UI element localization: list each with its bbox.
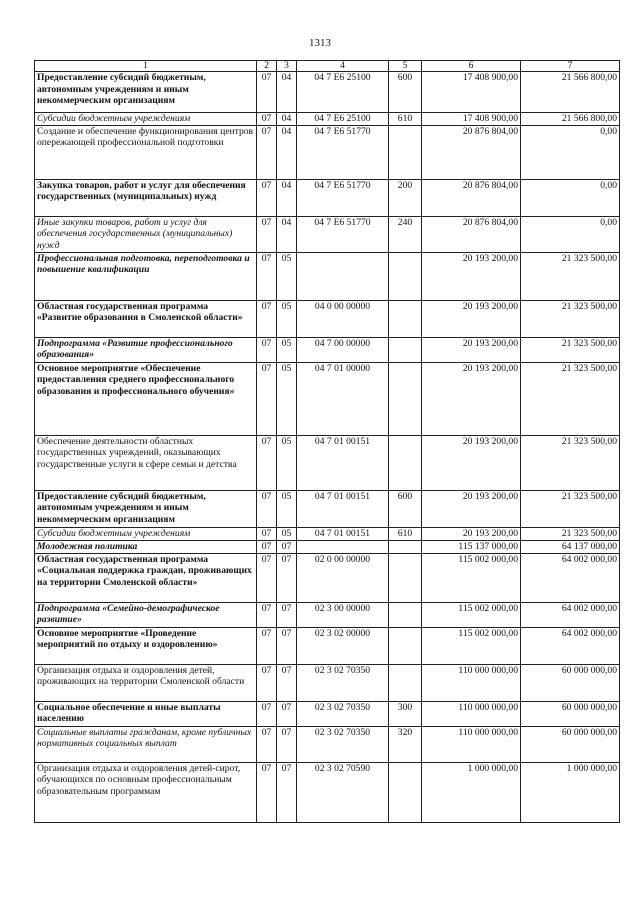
item-name-cell: Основное мероприятие «Обеспечение предоставления среднего профессионального образования и профессионального обучения»: [35, 362, 257, 435]
table-row: [35, 216, 620, 252]
item-name-cell: Субсидии бюджетным учреждениям: [35, 113, 257, 126]
item-name-cell: Создание и обеспечение функционирования центров опережающей профессиональной подготовки: [35, 125, 257, 179]
column-number: 4: [297, 61, 389, 72]
amount-year1-cell: 20 193 200,00: [422, 490, 521, 527]
amount-year1-cell: 20 876 804,00: [422, 179, 521, 216]
section-code-cell: 07: [257, 252, 277, 300]
expense-type-code-cell: 600: [389, 490, 422, 527]
expense-type-code-cell: [389, 300, 422, 337]
subsection-code-cell: 05: [277, 362, 297, 435]
amount-year2-cell: 0,00: [521, 179, 620, 216]
target-article-code-cell: 04 7 01 00151: [297, 490, 389, 527]
item-name-cell: Подпрограмма «Развитие профессионального образования»: [35, 337, 257, 362]
table-row: [35, 540, 620, 553]
section-code-cell: 07: [257, 113, 277, 126]
expense-type-code-cell: 300: [389, 701, 422, 726]
expense-type-code-cell: [389, 762, 422, 822]
amount-year1-cell: 20 876 804,00: [422, 216, 521, 252]
subsection-code-cell: 05: [277, 435, 297, 490]
target-article-code-cell: 02 3 02 70350: [297, 664, 389, 701]
subsection-code-cell: 05: [277, 490, 297, 527]
target-article-code-cell: 04 7 00 00000: [297, 337, 389, 362]
target-article-code-cell: 02 3 02 70590: [297, 762, 389, 822]
column-number: 7: [521, 61, 620, 72]
section-code-cell: 07: [257, 300, 277, 337]
subsection-code-cell: 07: [277, 540, 297, 553]
expense-type-code-cell: [389, 252, 422, 300]
subsection-code-cell: 07: [277, 627, 297, 664]
table-row: [35, 762, 620, 822]
subsection-code-cell: 04: [277, 125, 297, 179]
target-article-code-cell: 04 7 Е6 51770: [297, 216, 389, 252]
item-name-cell: Областная государственная программа «Развитие образования в Смоленской области»: [35, 300, 257, 337]
expense-type-code-cell: [389, 627, 422, 664]
expense-type-code-cell: [389, 553, 422, 602]
table-row: [35, 300, 620, 337]
subsection-code-cell: 04: [277, 216, 297, 252]
target-article-code-cell: 02 3 02 70350: [297, 726, 389, 762]
subsection-code-cell: 07: [277, 701, 297, 726]
amount-year1-cell: 20 193 200,00: [422, 362, 521, 435]
expense-type-code-cell: 240: [389, 216, 422, 252]
expense-type-code-cell: [389, 540, 422, 553]
column-number: 6: [422, 61, 521, 72]
expense-type-code-cell: [389, 435, 422, 490]
target-article-code-cell: 02 3 02 70350: [297, 701, 389, 726]
item-name-cell: Предоставление субсидий бюджетным, автономным учреждениям и иным некоммерческим организациям: [35, 72, 257, 113]
subsection-code-cell: 05: [277, 337, 297, 362]
target-article-code-cell: 04 7 Е6 51770: [297, 125, 389, 179]
amount-year2-cell: 21 323 500,00: [521, 252, 620, 300]
expense-type-code-cell: [389, 362, 422, 435]
amount-year2-cell: 21 323 500,00: [521, 362, 620, 435]
item-name-cell: Закупка товаров, работ и услуг для обеспечения государственных (муниципальных) нужд: [35, 179, 257, 216]
amount-year1-cell: 20 193 200,00: [422, 527, 521, 540]
expense-type-code-cell: 600: [389, 72, 422, 113]
amount-year2-cell: 60 000 000,00: [521, 664, 620, 701]
section-code-cell: 07: [257, 179, 277, 216]
expense-type-code-cell: 200: [389, 179, 422, 216]
item-name-cell: Организация отдыха и оздоровления детей-сирот, обучающихся по основным профессиональным образовательным программам: [35, 762, 257, 822]
target-article-code-cell: 04 7 Е6 25100: [297, 72, 389, 113]
section-code-cell: 07: [257, 726, 277, 762]
section-code-cell: 07: [257, 540, 277, 553]
table-row: [35, 627, 620, 664]
section-code-cell: 07: [257, 701, 277, 726]
amount-year1-cell: 115 002 000,00: [422, 602, 521, 627]
target-article-code-cell: 04 7 01 00000: [297, 362, 389, 435]
amount-year1-cell: 1 000 000,00: [422, 762, 521, 822]
section-code-cell: 07: [257, 490, 277, 527]
item-name-cell: Иные закупки товаров, работ и услуг для обеспечения государственных (муниципальных) нужд: [35, 216, 257, 252]
amount-year2-cell: 60 000 000,00: [521, 726, 620, 762]
target-article-code-cell: 04 7 01 00151: [297, 435, 389, 490]
subsection-code-cell: 07: [277, 664, 297, 701]
section-code-cell: 07: [257, 602, 277, 627]
item-name-cell: Предоставление субсидий бюджетным, автономным учреждениям и иным некоммерческим организациям: [35, 490, 257, 527]
subsection-code-cell: 04: [277, 113, 297, 126]
section-code-cell: 07: [257, 125, 277, 179]
amount-year2-cell: 60 000 000,00: [521, 701, 620, 726]
target-article-code-cell: 02 0 00 00000: [297, 553, 389, 602]
item-name-cell: Социальные выплаты гражданам, кроме публичных нормативных социальных выплат: [35, 726, 257, 762]
amount-year2-cell: 21 323 500,00: [521, 490, 620, 527]
amount-year1-cell: 110 000 000,00: [422, 664, 521, 701]
amount-year1-cell: 20 193 200,00: [422, 435, 521, 490]
amount-year1-cell: 115 002 000,00: [422, 553, 521, 602]
section-code-cell: 07: [257, 216, 277, 252]
section-code-cell: 07: [257, 362, 277, 435]
subsection-code-cell: 07: [277, 762, 297, 822]
expense-type-code-cell: 320: [389, 726, 422, 762]
section-code-cell: 07: [257, 72, 277, 113]
table-row: [35, 179, 620, 216]
amount-year2-cell: 21 323 500,00: [521, 435, 620, 490]
target-article-code-cell: 02 3 00 00000: [297, 602, 389, 627]
table-row: [35, 362, 620, 435]
amount-year1-cell: 20 193 200,00: [422, 300, 521, 337]
column-number: 1: [35, 61, 257, 72]
amount-year2-cell: 1 000 000,00: [521, 762, 620, 822]
amount-year2-cell: 21 323 500,00: [521, 527, 620, 540]
amount-year1-cell: 20 193 200,00: [422, 252, 521, 300]
subsection-code-cell: 04: [277, 72, 297, 113]
table-row: [35, 726, 620, 762]
amount-year2-cell: 21 566 800,00: [521, 72, 620, 113]
item-name-cell: Подпрограмма «Семейно-демографическое развитие»: [35, 602, 257, 627]
expense-type-code-cell: 610: [389, 113, 422, 126]
amount-year1-cell: 110 000 000,00: [422, 726, 521, 762]
expense-type-code-cell: [389, 125, 422, 179]
table-row: [35, 435, 620, 490]
section-code-cell: 07: [257, 527, 277, 540]
item-name-cell: Молодежная политика: [35, 540, 257, 553]
item-name-cell: Организация отдыха и оздоровления детей, проживающих на территории Смоленской области: [35, 664, 257, 701]
amount-year1-cell: 17 408 900,00: [422, 113, 521, 126]
subsection-code-cell: 04: [277, 179, 297, 216]
column-number: 5: [389, 61, 422, 72]
section-code-cell: 07: [257, 627, 277, 664]
amount-year1-cell: 115 137 000,00: [422, 540, 521, 553]
amount-year2-cell: 64 002 000,00: [521, 627, 620, 664]
table-row: [35, 72, 620, 113]
amount-year2-cell: 64 002 000,00: [521, 553, 620, 602]
subsection-code-cell: 05: [277, 300, 297, 337]
subsection-code-cell: 07: [277, 726, 297, 762]
budget-table: [34, 60, 620, 823]
amount-year1-cell: 20 193 200,00: [422, 337, 521, 362]
amount-year2-cell: 21 323 500,00: [521, 300, 620, 337]
item-name-cell: Субсидии бюджетным учреждениям: [35, 527, 257, 540]
table-row: [35, 490, 620, 527]
amount-year1-cell: 20 876 804,00: [422, 125, 521, 179]
target-article-code-cell: 04 7 Е6 25100: [297, 113, 389, 126]
subsection-code-cell: 07: [277, 553, 297, 602]
subsection-code-cell: 05: [277, 252, 297, 300]
item-name-cell: Областная государственная программа «Социальная поддержка граждан, проживающих на территории Смоленской области»: [35, 553, 257, 602]
table-row: [35, 602, 620, 627]
subsection-code-cell: 05: [277, 527, 297, 540]
table-row: [35, 664, 620, 701]
amount-year2-cell: 21 566 800,00: [521, 113, 620, 126]
table-row: [35, 125, 620, 179]
table-row: [35, 527, 620, 540]
table-row: [35, 337, 620, 362]
amount-year1-cell: 115 002 000,00: [422, 627, 521, 664]
target-article-code-cell: 04 7 Е6 51770: [297, 179, 389, 216]
amount-year2-cell: 21 323 500,00: [521, 337, 620, 362]
page-number: 1313: [309, 37, 331, 49]
target-article-code-cell: [297, 540, 389, 553]
item-name-cell: Профессиональная подготовка, переподготовка и повышение квалификации: [35, 252, 257, 300]
amount-year2-cell: 0,00: [521, 216, 620, 252]
expense-type-code-cell: [389, 664, 422, 701]
target-article-code-cell: 04 0 00 00000: [297, 300, 389, 337]
target-article-code-cell: 02 3 02 00000: [297, 627, 389, 664]
subsection-code-cell: 07: [277, 602, 297, 627]
expense-type-code-cell: 610: [389, 527, 422, 540]
table-row: [35, 113, 620, 126]
item-name-cell: Обеспечение деятельности областных государственных учреждений, оказывающих государственные услуги в сфере семьи и детства: [35, 435, 257, 490]
amount-year2-cell: 64 137 000,00: [521, 540, 620, 553]
expense-type-code-cell: [389, 602, 422, 627]
amount-year2-cell: 0,00: [521, 125, 620, 179]
amount-year1-cell: 110 000 000,00: [422, 701, 521, 726]
amount-year2-cell: 64 002 000,00: [521, 602, 620, 627]
expense-type-code-cell: [389, 337, 422, 362]
section-code-cell: 07: [257, 337, 277, 362]
section-code-cell: 07: [257, 664, 277, 701]
table-row: [35, 553, 620, 602]
column-number: 3: [277, 61, 297, 72]
target-article-code-cell: 04 7 01 00151: [297, 527, 389, 540]
table-row: [35, 701, 620, 726]
item-name-cell: Социальное обеспечение и иные выплаты населению: [35, 701, 257, 726]
target-article-code-cell: [297, 252, 389, 300]
amount-year1-cell: 17 408 900,00: [422, 72, 521, 113]
table-row: [35, 252, 620, 300]
item-name-cell: Основное мероприятие «Проведение мероприятий по отдыху и оздоровлению»: [35, 627, 257, 664]
column-number-row: [35, 61, 620, 72]
section-code-cell: 07: [257, 762, 277, 822]
column-number: 2: [257, 61, 277, 72]
section-code-cell: 07: [257, 435, 277, 490]
section-code-cell: 07: [257, 553, 277, 602]
